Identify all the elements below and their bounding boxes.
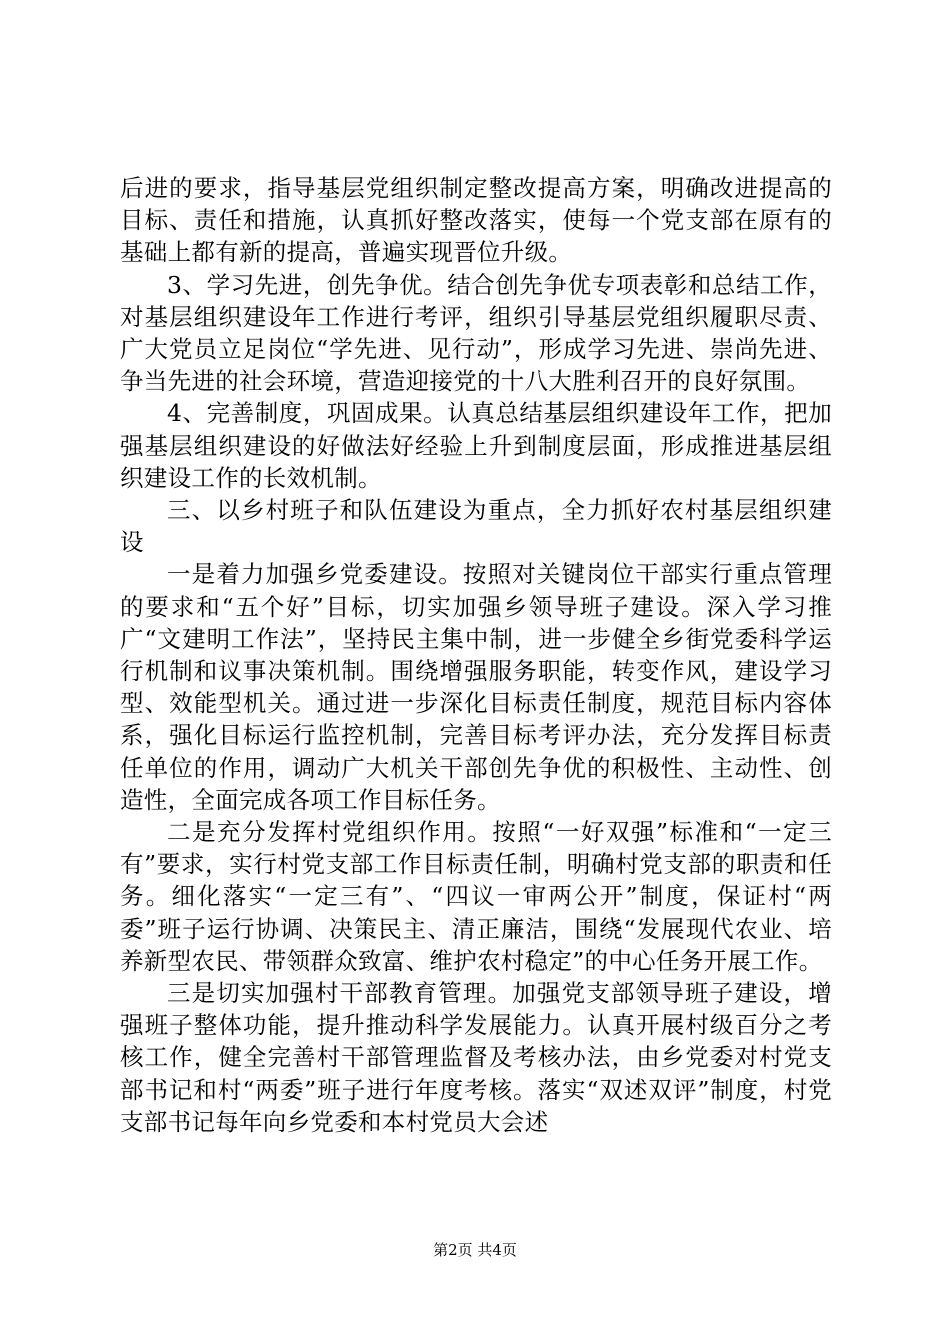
paragraph-improve-system: 4、完善制度，巩固成果。认真总结基层组织建设年工作，把加强基层组织建设的好做法好经验上升到制度层面，形成推进基层组织建设工作的长效机制。 — [120, 399, 832, 492]
page-number-footer: 第2页 共4页 — [433, 1241, 517, 1259]
paragraph-village-cadre-management: 三是切实加强村干部教育管理。加强党支部领导班子建设，增强班子整体功能，提升推动科学发展能力。认真开展村级百分之考核工作，健全完善村干部管理监督及考核办法，由乡党委对村党支部书记和村“两委”班子进行年度考核。落实“双述双评”制度，村党支部书记每年向乡党委和本村党员大会述 — [120, 979, 832, 1136]
document-body — [120, 172, 832, 1138]
paragraph-village-party-organization: 二是充分发挥村党组织作用。按照“一好双强”标准和“一定三有”要求，实行村党支部工作目标责任制，明确村党支部的职责和任务。细化落实“一定三有”、“四议一审两公开”制度，保证村“两委”班子运行协调、决策民主、清正廉洁，围绕“发展现代农业、培养新型农民、带领群众致富、维护农村稳定”的中心任务开展工作。 — [120, 818, 832, 975]
paragraph-study-advanced: 3、学习先进，创先争优。结合创先争优专项表彰和总结工作，对基层组织建设年工作进行考评，组织引导基层党组织履职尽责、广大党员立足岗位“学先进、见行动”，形成学习先进、崇尚先进、争当先进的社会环境，营造迎接党的十八大胜利召开的良好氛围。 — [120, 270, 832, 396]
paragraph-continuation: 后进的要求，指导基层党组织制定整改提高方案，明确改进提高的目标、责任和措施，认真抓好整改落实，使每一个党支部在原有的基础上都有新的提高，普遍实现晋位升级。 — [120, 174, 832, 267]
paragraph-township-party-committee: 一是着力加强乡党委建设。按照对关键岗位干部实行重点管理的要求和“五个好”目标，切实加强乡领导班子建设。深入学习推广“文建明工作法”，坚持民主集中制，进一步健全乡街党委科学运行机制和议事决策机制。围绕增强服务职能，转变作风，建设学习型、效能型机关。通过进一步深化目标责任制度，规范目标内容体系，强化目标运行监控机制，完善目标考评办法，充分发挥目标责任单位的作用，调动广大机关干部创先争优的积极性、主动性、创造性，全面完成各项工作目标任务。 — [120, 560, 832, 814]
section-heading-three: 三、以乡村班子和队伍建设为重点，全力抓好农村基层组织建设 — [120, 496, 832, 557]
